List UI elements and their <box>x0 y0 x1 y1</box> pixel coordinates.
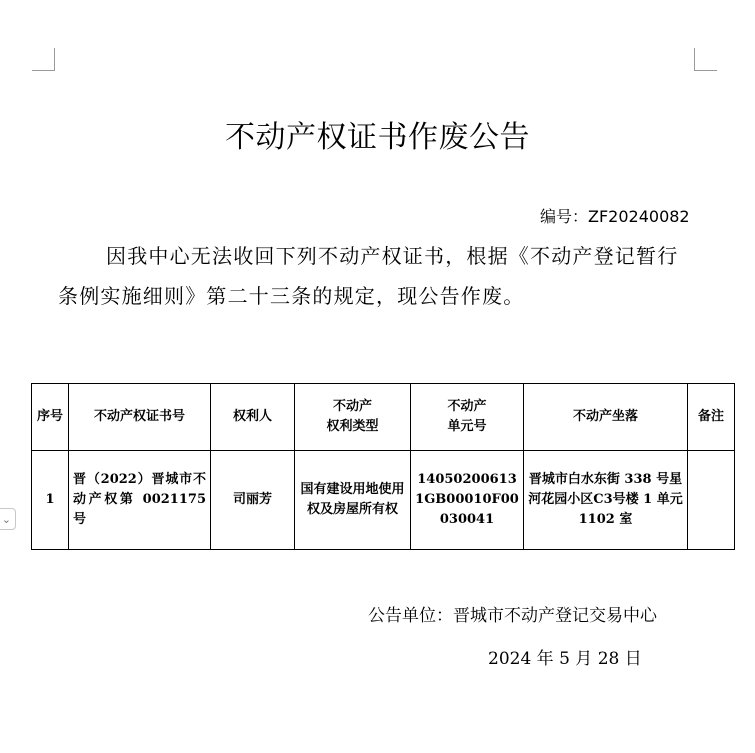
page-corner-mark-top-left <box>32 48 55 71</box>
header-right-type <box>295 384 411 451</box>
notice-paragraph: 因我中心无法收回下列不动产权证书，根据《不动产登记暂行条例实施细则》第二十三条的规定，现公告作废。 <box>58 244 679 308</box>
cell-remark <box>688 451 735 550</box>
header-holder: 权利人 <box>211 384 295 451</box>
header-right-type-line1: 不动产 <box>332 399 372 414</box>
header-unit-no <box>411 384 524 451</box>
header-unit-no-line1: 不动产 <box>447 399 487 414</box>
header-seq: 序号 <box>32 384 69 451</box>
page-title: 不动产权证书作废公告 <box>225 120 530 155</box>
table-row <box>32 451 735 550</box>
cell-unit-no: 140502006131GB00010F00030041 <box>411 451 524 550</box>
header-unit-no-line2: 单元号 <box>447 419 487 434</box>
chevron-down-icon[interactable]: ⌄ <box>0 508 16 530</box>
table-header-row <box>32 384 735 451</box>
announcement-date: 2024 年 5 月 28 日 <box>488 649 642 669</box>
cell-seq: 1 <box>32 451 69 550</box>
cell-holder: 司丽芳 <box>211 451 295 550</box>
cell-right-type: 国有建设用地使用权及房屋所有权 <box>295 451 411 550</box>
page-corner-mark-top-right <box>694 48 717 71</box>
header-remark: 备注 <box>688 384 735 451</box>
void-certificate-table <box>31 383 735 550</box>
announcing-organization: 公告单位：晋城市不动产登记交易中心 <box>368 606 657 626</box>
document-number: 编号：ZF20240082 <box>540 207 690 226</box>
cell-cert-no: 晋（2022）晋城市不动产权第 0021175 号 <box>69 451 211 550</box>
header-cert-no: 不动产权证书号 <box>69 384 211 451</box>
cell-location: 晋城市白水东街 338 号星河花园小区C3号楼 1 单元 1102 室 <box>524 451 688 550</box>
header-right-type-line2: 权利类型 <box>326 419 379 434</box>
header-location: 不动产坐落 <box>524 384 688 451</box>
